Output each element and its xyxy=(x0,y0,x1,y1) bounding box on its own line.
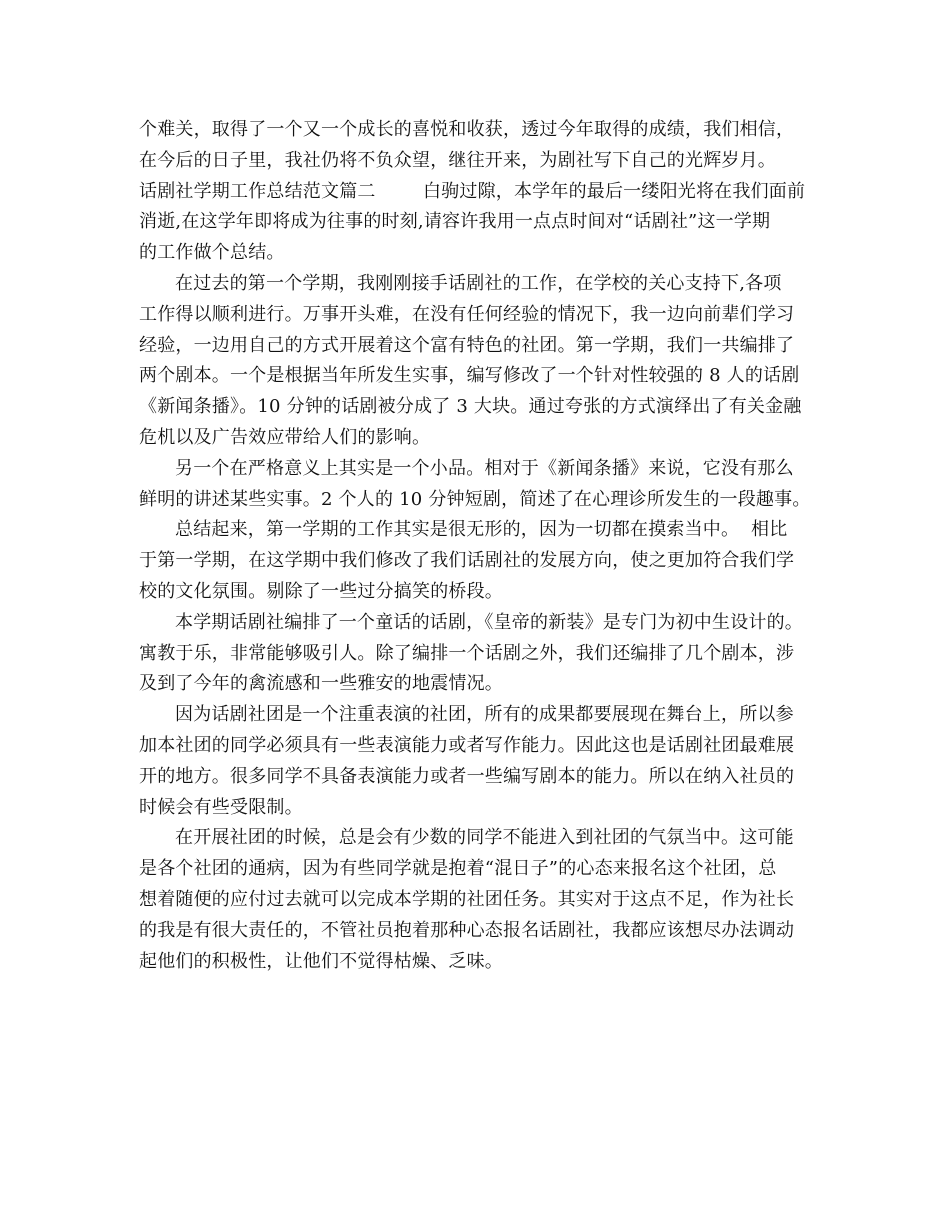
text-line: 想着随便的应付过去就可以完成本学期的社团任务。其实对于这点不足，作为社长 xyxy=(139,888,795,910)
document-body xyxy=(139,115,829,977)
text-line: 的我是有很大责任的，不管社员抱着那种心态报名话剧社，我都应该想尽办法调动 xyxy=(139,919,795,941)
text-line: 个难关，取得了一个又一个成长的喜悦和收获，透过今年取得的成绩，我们相信， xyxy=(139,119,795,140)
text-line: 因为话剧社团是一个注重表演的社团，所有的成果都要展现在舞台上，所以参 xyxy=(175,704,794,726)
text-line: 在今后的日子里，我社仍将不负众望，继往开来，为剧社写下自己的光辉岁月。 xyxy=(139,149,776,171)
text-line: 经验，一边用自己的方式开展着这个富有特色的社团。第一学期，我们一共编排了 xyxy=(139,334,795,356)
text-line: 危机以及广告效应带给人们的影响。 xyxy=(139,426,431,448)
text-line: 两个剧本。一个是根据当年所发生实事，编写修改了一个针对性较强的 8 人的话剧 xyxy=(139,365,800,387)
text-line: 开的地方。很多同学不具备表演能力或者一些编写剧本的能力。所以在纳入社员的 xyxy=(139,765,795,787)
text-line: 消逝,在这学年即将成为往事的时刻,请容许我用一点点时间对“话剧社”这一学期 xyxy=(139,211,771,233)
text-line: 在开展社团的时候，总是会有少数的同学不能进入到社团的气氛当中。这可能 xyxy=(175,827,794,849)
text-line: 工作得以顺利进行。万事开头难，在没有任何经验的情况下，我一边向前辈们学习 xyxy=(139,303,795,325)
text-line: 总结起来，第一学期的工作其实是很无形的，因为一切都在摸索当中。 相比 xyxy=(175,519,788,541)
text-line: 在过去的第一个学期，我刚刚接手话剧社的工作，在学校的关心支持下,各项 xyxy=(175,272,782,294)
text-line: 话剧社学期工作总结范文篇二 白驹过隙，本学年的最后一缕阳光将在我们面前 xyxy=(139,180,806,202)
text-line: 时候会有些受限制。 xyxy=(139,796,303,818)
text-line: 的工作做个总结。 xyxy=(139,242,285,264)
text-line: 起他们的积极性，让他们不觉得枯燥、乏味。 xyxy=(139,950,503,972)
text-line: 于第一学期，在这学期中我们修改了我们话剧社的发展方向，使之更加符合我们学 xyxy=(139,550,795,572)
text-line: 及到了今年的禽流感和一些雅安的地震情况。 xyxy=(139,673,503,695)
text-line: 寓教于乐，非常能够吸引人。除了编排一个话剧之外，我们还编排了几个剧本，涉 xyxy=(139,642,795,664)
text-line: 校的文化氛围。剔除了一些过分搞笑的桥段。 xyxy=(139,580,503,602)
text-line: 另一个在严格意义上其实是一个小品。相对于《新闻条播》来说，它没有那么 xyxy=(175,457,794,479)
text-line: 本学期话剧社编排了一个童话的话剧，《皇帝的新装》是专门为初中生设计的。 xyxy=(175,611,803,633)
text-line: 《新闻条播》。10 分钟的话剧被分成了 3 大块。通过夸张的方式演绎出了有关金融 xyxy=(139,396,802,418)
text-line: 是各个社团的通病，因为有些同学就是抱着“混日子”的心态来报名这个社团，总 xyxy=(139,858,777,880)
text-line: 加本社团的同学必须具有一些表演能力或者写作能力。因此这也是话剧社团最难展 xyxy=(139,734,795,756)
text-line: 鲜明的讲述某些实事。2 个人的 10 分钟短剧，简述了在心理诊所发生的一段趣事。 xyxy=(139,488,811,510)
